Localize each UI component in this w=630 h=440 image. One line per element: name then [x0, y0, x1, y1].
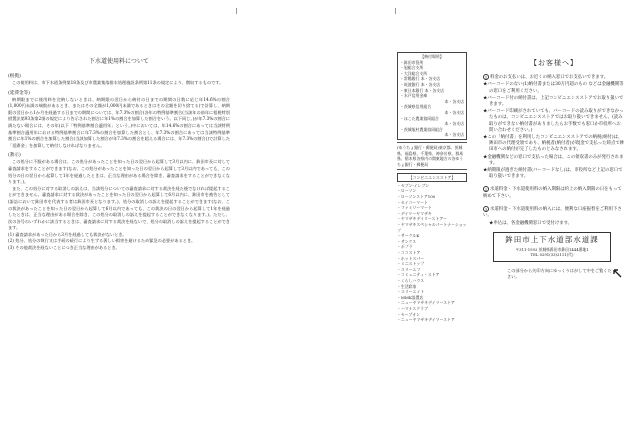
list-item: 本・各支店	[444, 132, 464, 138]
circled-number: 3	[484, 206, 488, 212]
fold-mark	[395, 8, 396, 14]
list-item: ・常陽銀行 本・各支店	[400, 76, 441, 82]
list-item: ・ニューヤマザキデイリーストア	[397, 317, 455, 323]
instruction-paragraph: また、この処分に対する取消しの訴えは、当該処分についての審査請求に対する裁決を経た後でなければ提起することができません。審査請求に対する裁決があったことを知った日の翌日から起算して6月以内に、鉾田市を被告として(訴訟において鉾田市を代表する者は鉾田市長となります。)、処分の取消しの訴えを提起することができます(なお、この裁決があったことを知った日の翌日から起算して6月以内であっても、この裁決の日の翌日から起算して1年を経過したときは、正当な理由がある場合を除き、この処分の取消しの訴えを提起することができなくなります。)。ただし、次の各号のいずれかに該当するときは、審査請求に対する裁決を経ないで、処分の取消しの訴えを提起することができます。	[8, 185, 230, 231]
list-item: ・スリーエフ	[397, 266, 421, 272]
list-item: ・セイコーマート	[397, 199, 428, 205]
list-item: ・水戸信用金庫	[400, 93, 428, 99]
list-item: ・東日本銀行 本・各支店	[400, 87, 445, 93]
list-item: (2) 処分、処分の執行又は手続の続行により生ずる著しい損害を避けるため緊急の必要があるとき。	[8, 238, 196, 244]
list-item: ・ココストア	[397, 250, 421, 255]
list-item: ・セーブオン	[397, 311, 420, 317]
late-fee-paragraph: 納期限までに使用料を完納しないときは、納期限の翌日から納付の日までの期間の日数に応じ年14.6%の割合(1,000円未満の端数があるとき、またはその全額が1,000円未満であるときはその全額を切り捨てる)で計算し、納期限の翌日から1か月を経過する日までの期間については、年7.3%の割合(各年の特例基準割合(当該年の前年に租税特別措置法第93条第2項の規定により告示された割合に年1%の割合を加算した割合をいう。以下同じ。)が年7.3%の割合に満たない場合には、その年(以下「特例基準割合適用年」という。)中においては、年14.6%の割合にあっては当該特例基準割合適用年における特例基準割合に年7.3%の割合を加算した割合とし、年7.3%の割合にあっては当該特例基準割合に年1%の割合を加算した割合(当該加算した割合が年7.3%の割合を超える場合には、年7.3%の割合))で計算した「延滞金」を加算して納付しなければなりません。	[8, 96, 230, 148]
list-item: ★バーコードのない(1)納付書または30万円超のもの などは金融機関等の窓口をご利用ください。	[483, 82, 624, 94]
fold-mark	[236, 8, 237, 14]
notice-item-3	[483, 206, 625, 219]
payment-locations-panel	[397, 52, 467, 424]
account-transfer-note: ★申込は、各金融機関窓口で受付けます。	[489, 221, 573, 227]
list-item: ・ローソン	[397, 188, 417, 194]
basis-paragraph: この使用料は、市下水道条例第18条及び市農業集落排水処理施設条例第11条の規定により、徴収するものです。	[12, 80, 224, 85]
list-item: 本・各支店	[444, 109, 464, 115]
office-address: 〒311-1592 茨城県鉾田市鉾田1444番地1	[515, 246, 589, 252]
list-item: ・ほこた農業協同組合	[400, 115, 439, 121]
divider	[397, 169, 467, 170]
diagonal-arrow-icon	[612, 268, 622, 279]
list-item: ★この「納付書」を利用したコンビニエンスストアでの納税(納付)は、鉾田市の代理受領であり、納税者(納付者)が現金で支払った時点で鉾田市への納付が完了したものとみなされます。	[483, 135, 625, 153]
payment-places-box	[397, 52, 467, 140]
list-item: ・筑波銀行 本・各支店	[400, 81, 441, 87]
list-item: ・ミニストップ	[397, 261, 425, 267]
instruction-list	[8, 232, 230, 252]
notice-text: 水道料金・下水道使用料の納入には、便利な口座振替をご利用下さい。	[483, 206, 622, 219]
list-item: (3) その他裁決を経ないことにつき正当な理由があるとき。	[8, 245, 120, 251]
customer-notice-title: 【お客様へ】	[530, 59, 578, 67]
peel-instruction	[483, 268, 625, 280]
list-item: ・ヤマザキデイリーストアー	[397, 216, 447, 222]
circled-number: 2	[484, 187, 488, 193]
list-item: ・デイリーヤマザキ	[397, 210, 432, 216]
list-item: ★バーコード印刷がされていても、バーコードの読み取りができなかったものは、コンビニエンスストアではお取り扱いできません。(読み取りができない納付書がありましたらお手数でも窓口か市役所へお問い合わせください。)	[483, 109, 624, 133]
notice-text: 料金のお支払いは、お近くの納入窓口でお支払いできます。	[490, 75, 609, 81]
list-item: (1) 審査請求があった日から3月を経過しても裁決がないとき。	[8, 231, 127, 237]
list-item: ・大洋総合支所	[400, 70, 428, 76]
bank-list	[400, 60, 464, 138]
list-item: ・スリーエイト	[397, 289, 425, 295]
postal-note: (ゆうちょ銀行・郵便局)東京都、茨城県、福島県、千葉県、神奈川県、群馬県、栃木県各県内の関東地方の各ゆうちょ銀行・郵便局	[397, 144, 464, 167]
list-item: ★金融機関などの窓口で支払った場合は、この領収書のみが発行されます。	[483, 154, 624, 166]
list-item: ・ヤマザキスペシャルパートナーショップ	[397, 222, 467, 233]
office-info-box	[493, 232, 611, 261]
list-item: ・コミュニティ・ストア	[397, 272, 440, 278]
payment-places-title: 【納付場所】	[420, 54, 444, 59]
instruction-paragraph: この処分に不服がある場合は、この処分があったことを知った日の翌日から起算して3月以内に、鉾田市長に対して審査請求をすることができます(なお、この処分があったことを知った日の翌日から起算して3月以内であっても、この処分の日の翌日から起算して1年を経過したときは、正当な理由がある場合を除き、審査請求をすることができなくなります。)。	[8, 159, 230, 185]
list-item: ・鉾田市役所	[400, 59, 424, 65]
list-item: 本・各支店	[444, 121, 464, 127]
notice-item-1	[483, 74, 625, 81]
list-item: 本・各支店	[444, 98, 464, 104]
list-item: ・セブン-イレブン	[397, 182, 430, 188]
list-item: ・くらしハウス	[397, 277, 425, 283]
list-item: ・サークルK	[397, 233, 420, 239]
section-heading-late-fee: (延滞金等)	[8, 90, 30, 96]
list-item: ・サンクス	[397, 238, 417, 244]
notice-item-2	[483, 186, 625, 199]
office-phone: TEL 0291(33)2111(代)	[530, 251, 574, 257]
notice-1-details	[483, 82, 625, 180]
section-heading-instruction: (教示)	[8, 153, 21, 159]
divider	[397, 142, 467, 143]
list-item: ・旭総合支所	[400, 65, 424, 71]
list-item: ・MMK設置店	[397, 294, 424, 300]
list-item: ★納期限が過ぎた納付書(バーコードなし)は、市役所など上記の窓口で取り扱いできます。	[483, 168, 623, 180]
convenience-store-title: 【コンビニエンスストア】	[397, 173, 467, 182]
list-item: ・ポプラ	[397, 244, 413, 250]
section-heading-basis: (根拠)	[8, 74, 21, 79]
list-item: ・茨城旭村農業協同組合	[400, 126, 443, 132]
list-item: ・茨城県信用組合	[400, 104, 432, 110]
doc-title: 下水道使用料について	[89, 58, 149, 65]
office-name: 鉾田市上下水道部水道課	[505, 235, 599, 245]
list-item: ・ハマナスクラブ	[397, 305, 428, 311]
notice-text: 水道料金・下水道使用料の納入期限は約上の納入期限の日をもって納めて下さい。	[483, 187, 622, 199]
customer-notice-panel	[483, 52, 625, 430]
list-item: ★バーコード付の納付書は、上記コンビニエンスストアでお取り扱いできます。	[483, 95, 624, 108]
list-item: ・生活彩家	[397, 283, 417, 289]
usage-fee-panel	[8, 56, 230, 428]
peel-instruction-text: この部分から矢印方向にゆっくりはがして中をご覧ください。	[507, 267, 612, 279]
list-item: ・ニューヤマザキデイリーストア	[397, 300, 455, 306]
list-item: ・ローソンストア100	[397, 194, 436, 200]
list-item: ・ホットスパー	[397, 255, 425, 261]
convenience-store-list	[397, 183, 467, 323]
list-item: ・ファミリーマート	[397, 205, 432, 211]
circled-number: 1	[484, 75, 488, 81]
